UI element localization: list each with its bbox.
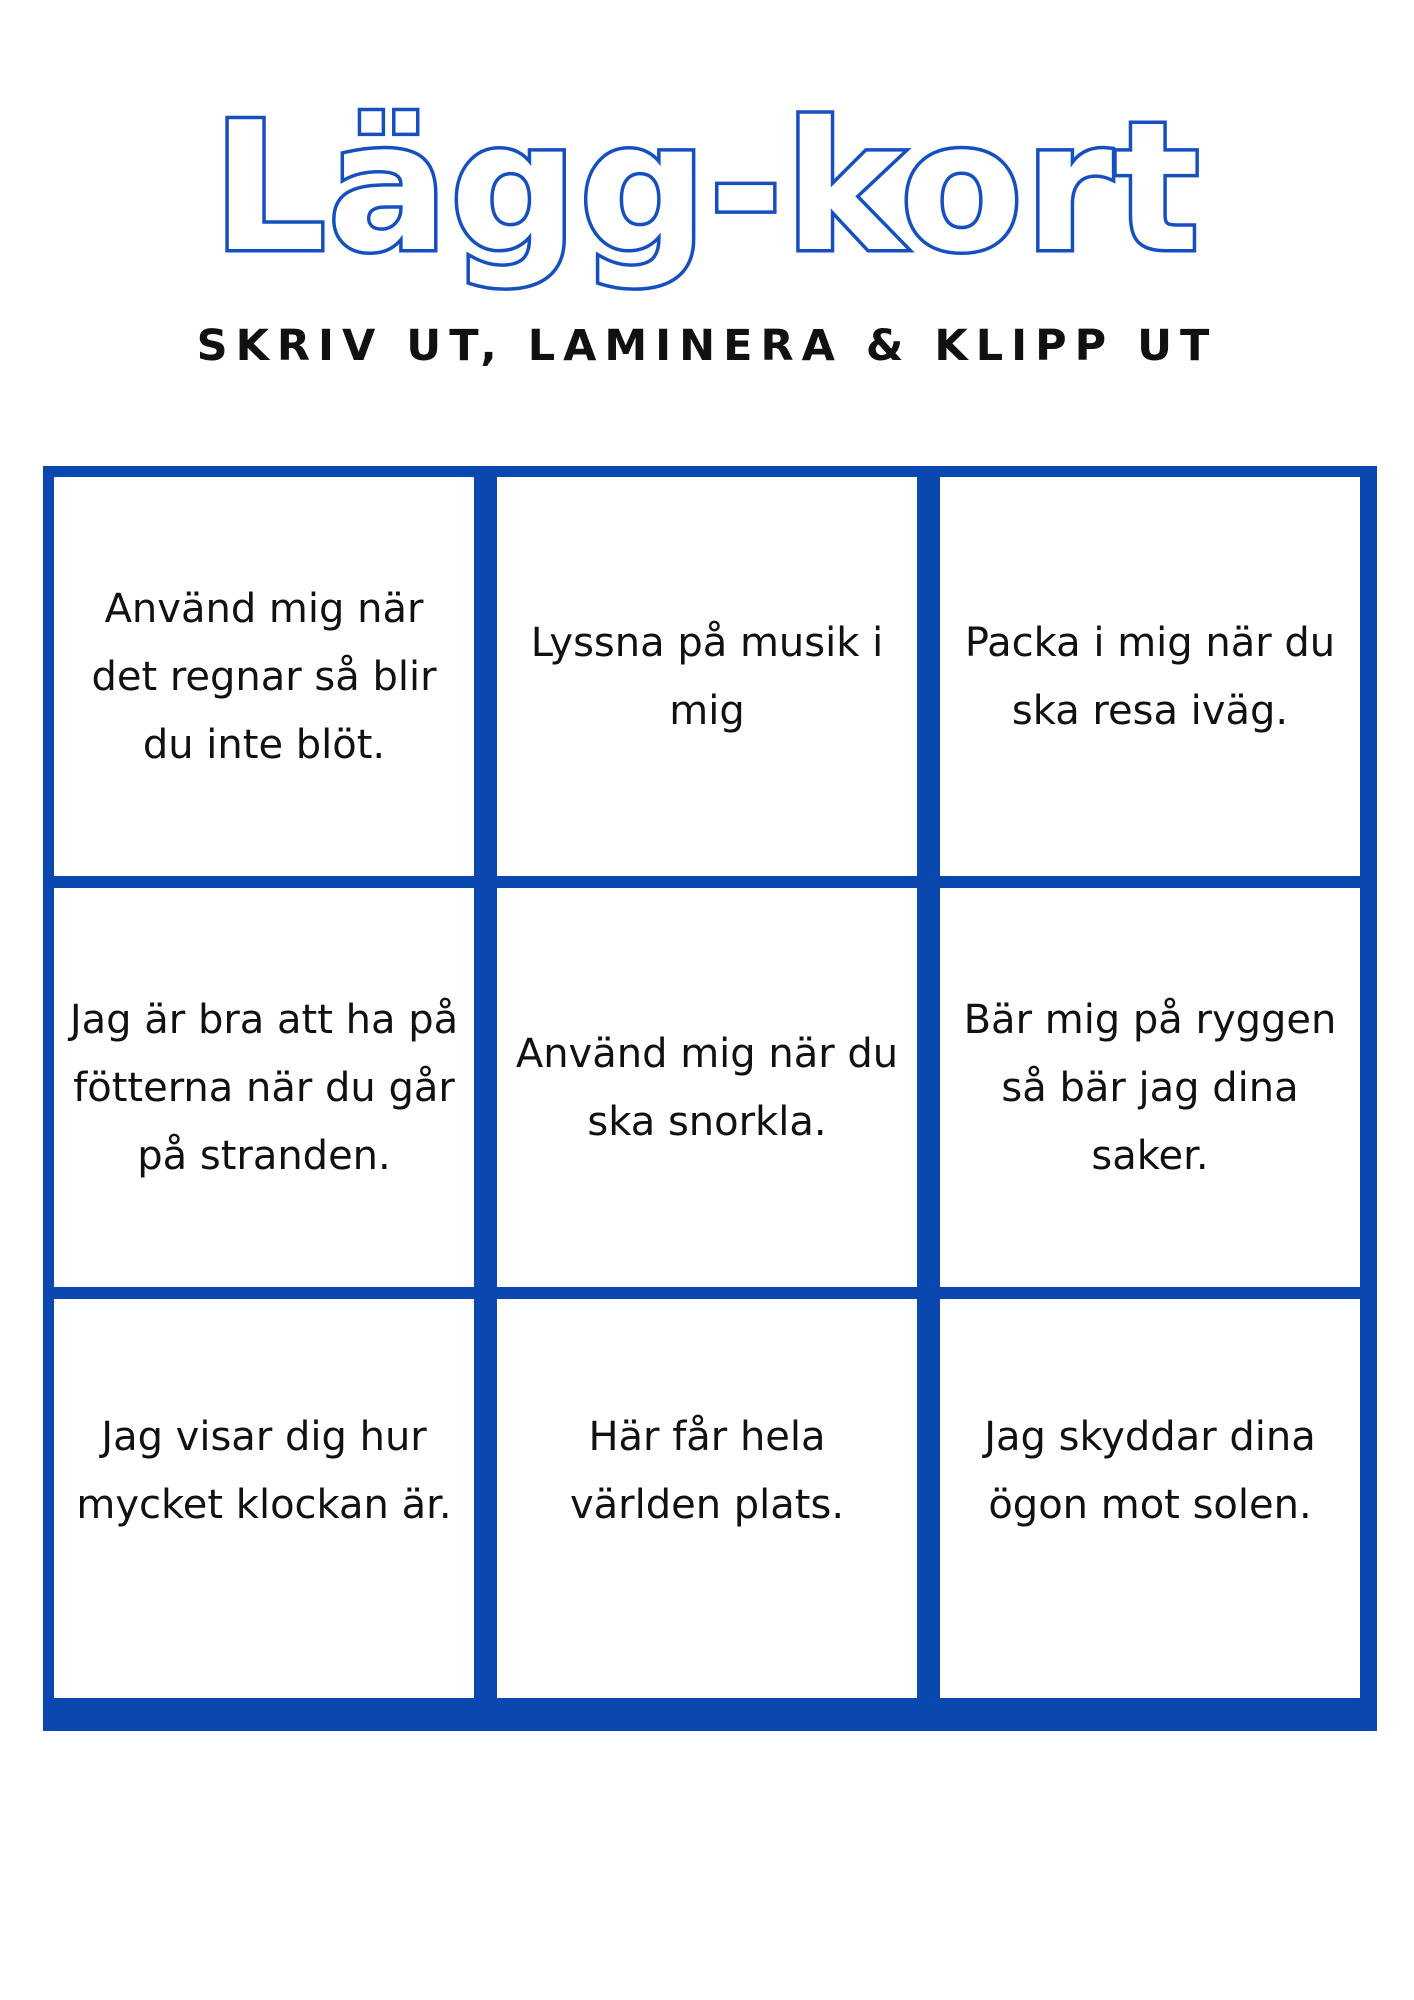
card-text: Använd mig när du ska snorkla.: [515, 1030, 899, 1145]
card-text: Här får hela världen plats.: [569, 1414, 845, 1528]
card-text: Bär mig på ryggen så bär jag dina saker.: [963, 996, 1337, 1179]
card-suitcase: [940, 477, 1360, 876]
card-snorkel: [497, 888, 917, 1287]
card-text: Jag visar dig hur mycket klockan är.: [76, 1414, 452, 1528]
page-subtitle: SKRIV UT, LAMINERA & KLIPP UT: [196, 321, 1218, 371]
card-umbrella: [54, 477, 474, 876]
card-text: Packa i mig när du ska resa iväg.: [964, 619, 1336, 734]
card-text: Jag skyddar dina ögon mot solen.: [984, 1414, 1316, 1528]
card-text: Använd mig när det regnar så blir du inte blöt.: [91, 585, 437, 768]
card-sunglasses: [940, 1299, 1360, 1698]
card-backpack: [940, 888, 1360, 1287]
card-headphones: [497, 477, 917, 876]
card-sandals: [54, 888, 474, 1287]
card-globe: [497, 1299, 917, 1698]
page-title: Lägg-kort: [212, 84, 1202, 291]
card-text: Lyssna på musik i mig: [530, 619, 884, 734]
card-clock: [54, 1299, 474, 1698]
card-grid: [43, 466, 1377, 1731]
card-text: Jag är bra att ha på fötterna när du går på stranden.: [69, 996, 459, 1179]
